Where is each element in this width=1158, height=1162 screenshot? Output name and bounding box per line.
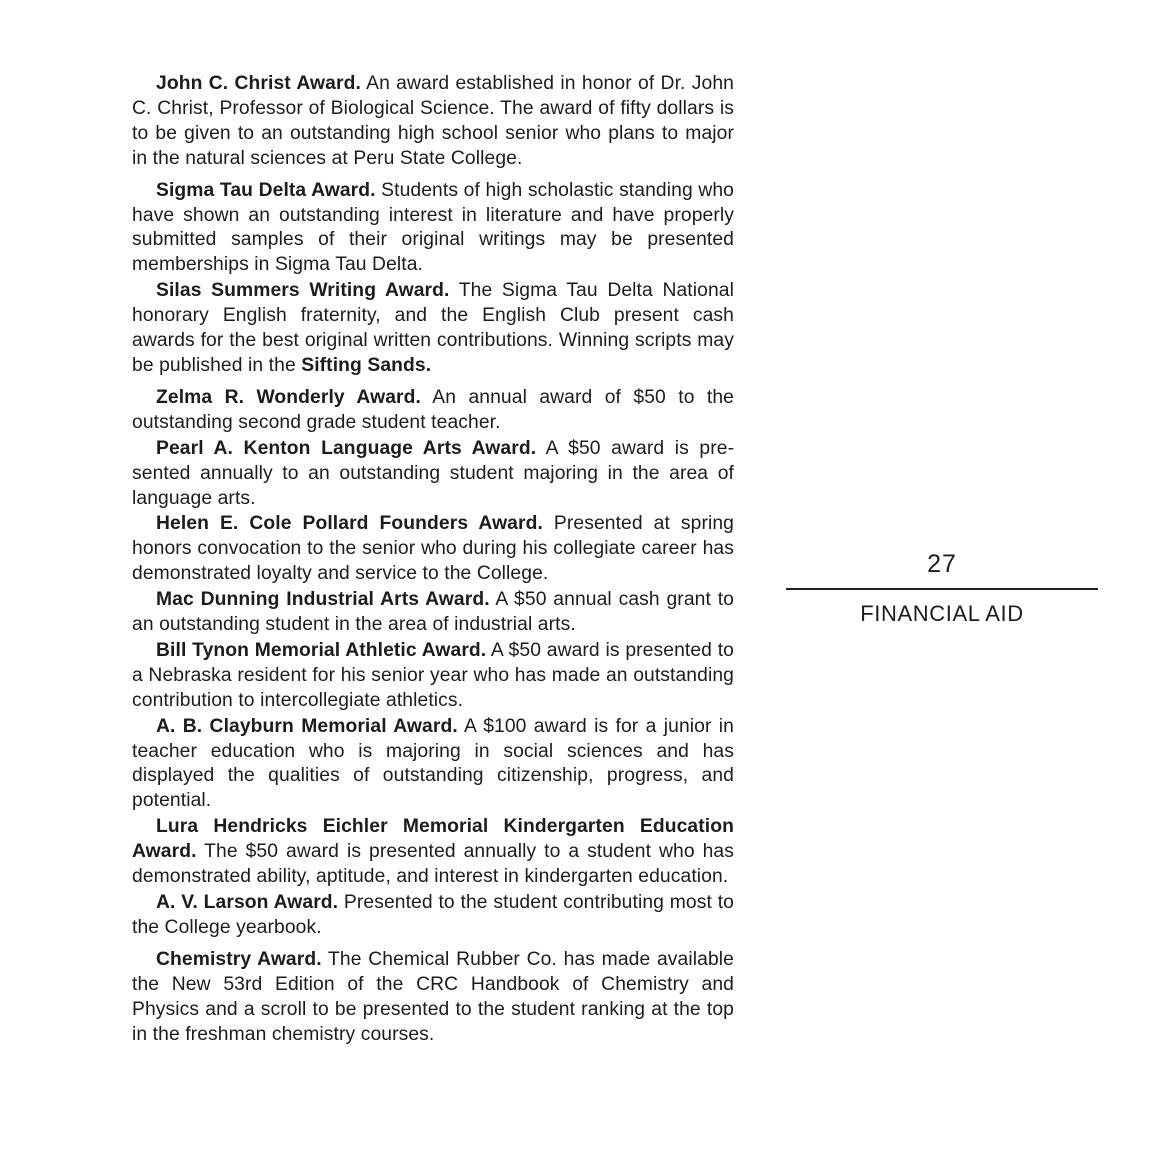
section-title: FINANCIAL AID: [860, 601, 1024, 626]
award-entry: [132, 386, 734, 436]
award-title: John C. Christ Award.: [156, 73, 361, 94]
award-description: A $50 award is presented annually to an outstanding student majoring in the area of language arts.: [132, 437, 734, 509]
award-entry: [132, 891, 734, 941]
award-title: Zelma R. Wonderly Award.: [156, 386, 421, 408]
award-entry: [132, 815, 734, 890]
award-entry: [132, 279, 734, 379]
publication-name: Sifting Sands.: [301, 354, 432, 376]
award-entry: [132, 179, 734, 279]
award-description: Students of high scholastic standing who have shown an outstanding interest in literature and have properly submitted samples of their original writings may be presented memberships in Sigma Tau Delta.: [132, 179, 734, 276]
award-entry: [132, 639, 734, 714]
award-title: Chemistry Award.: [156, 948, 322, 970]
award-list: [132, 72, 734, 1048]
award-description: An award established in honor of Dr. John C. Christ, Professor of Biological Science. The award of fifty dollars is to be given to an outstanding high school senior who plans to major in the natural sciences at Peru State College.: [132, 73, 734, 169]
award-title: Silas Summers Writing Award.: [156, 280, 450, 302]
award-description: A $50 annual cash grant to an outstanding student in the area of industrial arts.: [132, 589, 734, 636]
award-entry: [132, 715, 734, 815]
award-description: A $50 award is presented to a Nebraska resident for his senior year who has made an outstanding contribution to intercollegiate athletics.: [132, 639, 734, 711]
award-description: The Chemical Rubber Co. has made available the New 53rd Edition of the CRC Handbook of Chemistry and Physics and a scroll to be presented to the student ranking at the top in the freshman chemistry courses.: [132, 948, 734, 1045]
award-title: Sigma Tau Delta Award.: [156, 179, 376, 201]
award-description: Presented to the student contributing most to the College yearbook.: [132, 892, 734, 938]
award-title: A. V. Larson Award.: [156, 892, 339, 913]
award-entry: [132, 588, 734, 638]
award-entry: [132, 72, 734, 172]
award-description: Presented at spring honors convocation to the senior who during his collegiate career has demonstrated loyalty and service to the College.: [132, 513, 735, 585]
page-number: 27: [927, 550, 957, 578]
award-description: A $100 award is for a junior in teacher education who is majoring in social sciences and has displayed the qualities of outstanding citizenship, progress, and potential.: [132, 715, 734, 812]
award-description: The Sigma Tau Delta National honorary English fraternity, and the English Club present cash awards for the best original written contributions. Winning scripts may be published in the: [132, 280, 734, 376]
award-title: Lura Hendricks Eichler Memorial Kindergarten Education Award.: [132, 816, 734, 863]
award-title: Bill Tynon Memorial Athletic Award.: [156, 639, 487, 661]
page-header-block: [786, 548, 1098, 628]
award-description: The $50 award is presented annually to a student who has demonstrated ability, aptitude, and interest in kindergarten education.: [132, 841, 734, 888]
award-entry: [132, 512, 734, 587]
award-title: Helen E. Cole Pollard Founders Award.: [156, 513, 543, 535]
award-title: Pearl A. Kenton Language Arts Award.: [156, 437, 537, 459]
award-entry: [132, 437, 734, 512]
award-title: A. B. Clayburn Memorial Award.: [156, 715, 458, 737]
divider: [786, 588, 1098, 590]
award-title: Mac Dunning Industrial Arts Award.: [156, 589, 490, 611]
award-description: An annual award of $50 to the outstanding second grade student teacher.: [132, 386, 734, 433]
award-entry: [132, 948, 734, 1048]
